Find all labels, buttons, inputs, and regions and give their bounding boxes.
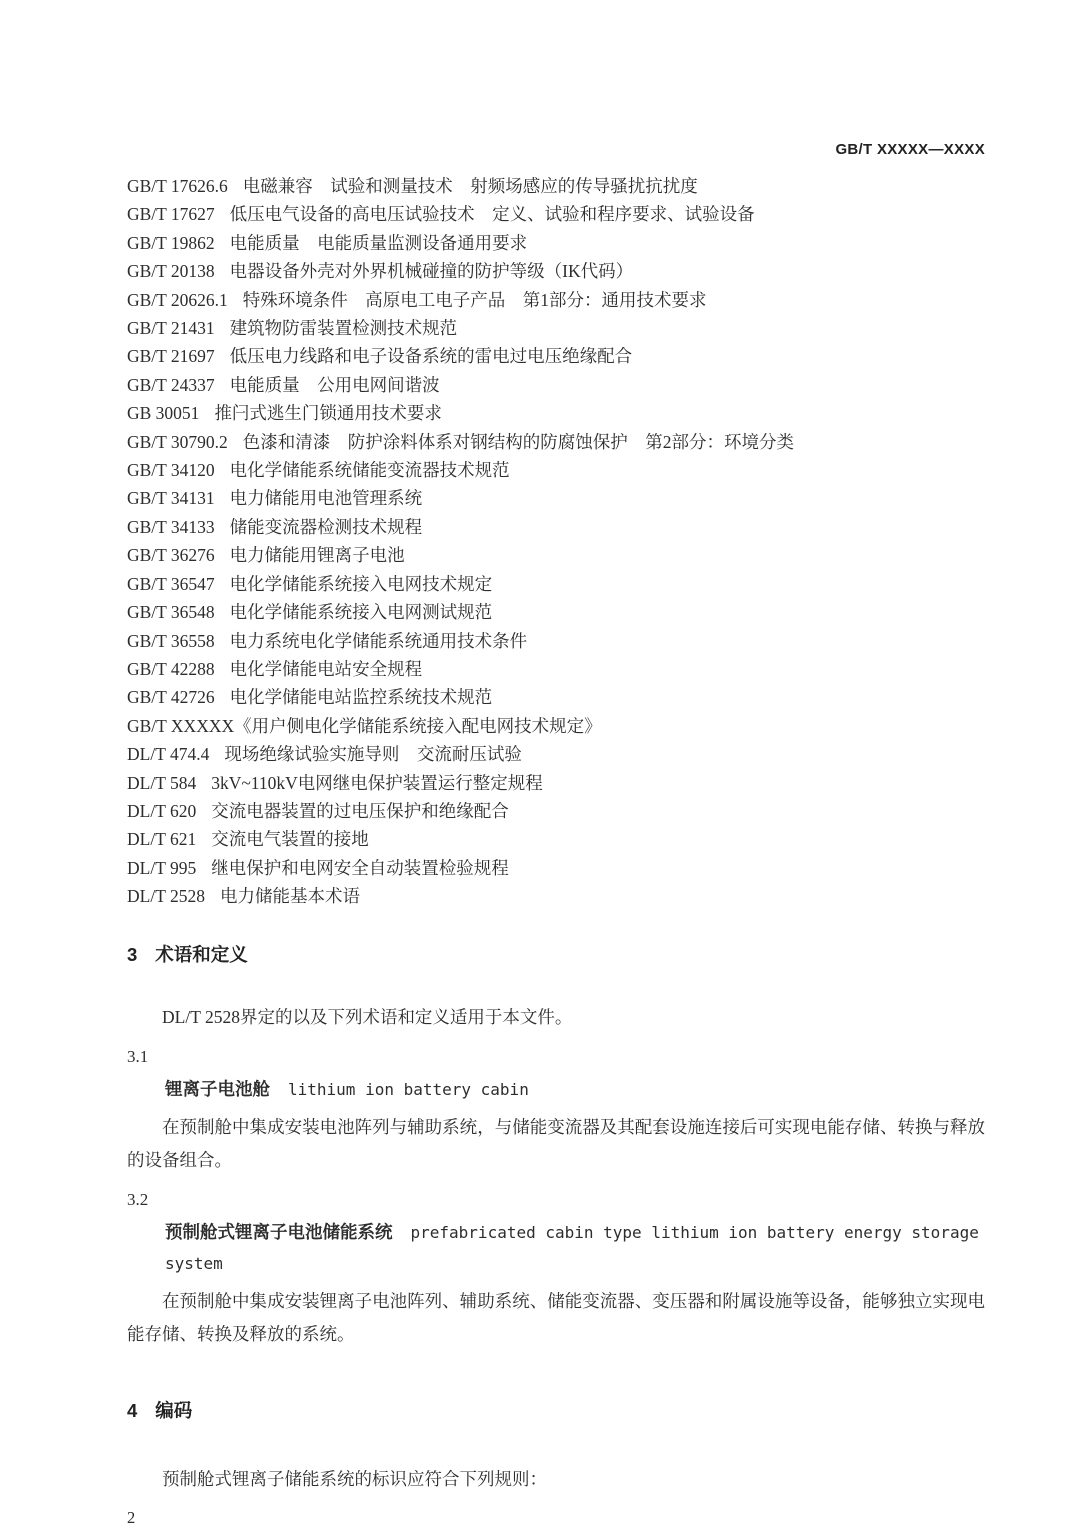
reference-title: 储能变流器检测技术规程 xyxy=(229,516,423,537)
reference-title: 色漆和清漆 防护涂料体系对钢结构的防腐蚀保护 第2部分：环境分类 xyxy=(242,431,795,452)
reference-title: 电化学储能系统接入电网技术规定 xyxy=(229,573,493,594)
term-definition: 在预制舱中集成安装电池阵列与辅助系统，与储能变流器及其配套设施连接后可实现电能存储、转换与释放的设备组合。 xyxy=(127,1116,985,1170)
reference-title: 电力系统电化学储能系统通用技术条件 xyxy=(229,630,528,651)
reference-title: 交流电器装置的过电压保护和绝缘配合 xyxy=(211,800,509,821)
reference-code: DL/T 2528 xyxy=(127,886,205,907)
section-heading-terms xyxy=(127,941,985,967)
reference-code: GB/T 21697 xyxy=(127,346,215,367)
reference-item xyxy=(127,627,985,655)
reference-title: 继电保护和电网安全自动装置检验规程 xyxy=(211,857,509,878)
reference-code: DL/T 621 xyxy=(127,829,197,850)
term-zh: 预制舱式锂离子电池储能系统 xyxy=(165,1221,393,1242)
reference-title: 电力储能用电池管理系统 xyxy=(229,488,423,509)
reference-title: 电化学储能电站监控系统技术规范 xyxy=(229,687,493,708)
reference-code: GB/T 20626.1 xyxy=(127,289,228,310)
reference-code: GB/T 30790.2 xyxy=(127,431,228,452)
reference-title: 低压电力线路和电子设备系统的雷电过电压绝缘配合 xyxy=(229,346,633,367)
term-entry-title xyxy=(165,1217,985,1279)
reference-code: GB/T 34131 xyxy=(127,488,215,509)
section-number: 4 xyxy=(127,1399,138,1421)
reference-code: GB/T 36547 xyxy=(127,573,215,594)
reference-item xyxy=(127,541,985,569)
term-definition: 在预制舱中集成安装锂离子电池阵列、辅助系统、储能变流器、变压器和附属设施等设备，能够独立实现电能存储、转换及释放的系统。 xyxy=(127,1290,985,1344)
section-heading-coding xyxy=(127,1397,985,1423)
reference-title: 交流电气装置的接地 xyxy=(211,829,369,850)
reference-item xyxy=(127,399,985,427)
reference-code: GB/T 42726 xyxy=(127,687,215,708)
reference-code: GB/T 24337 xyxy=(127,374,215,395)
reference-item xyxy=(127,882,985,910)
reference-code: GB/T 20138 xyxy=(127,261,215,282)
reference-item xyxy=(127,683,985,711)
page-number: 2 xyxy=(127,1507,136,1527)
term-en: prefabricated cabin type lithium ion battery energy storage system xyxy=(165,1222,979,1273)
reference-item xyxy=(127,172,985,200)
reference-code: GB/T XXXXX xyxy=(127,715,235,736)
reference-item xyxy=(127,229,985,257)
reference-code: DL/T 474.4 xyxy=(127,744,210,765)
terms-intro-paragraph: DL/T 2528界定的以及下列术语和定义适用于本文件。 xyxy=(162,1006,573,1027)
reference-item xyxy=(127,712,985,740)
reference-title: 电力储能基本术语 xyxy=(219,886,360,907)
reference-title: 特殊环境条件 高原电工电子产品 第1部分：通用技术要求 xyxy=(242,289,707,310)
normative-references-list xyxy=(127,172,985,911)
reference-item xyxy=(127,314,985,342)
coding-intro-paragraph: 预制舱式锂离子储能系统的标识应符合下列规则： xyxy=(162,1468,547,1489)
reference-code: GB/T 21431 xyxy=(127,318,215,339)
term-entry-number: 3.2 xyxy=(127,1189,149,1209)
reference-item xyxy=(127,257,985,285)
reference-item xyxy=(127,456,985,484)
reference-code: GB 30051 xyxy=(127,403,200,424)
reference-title: 电力储能用锂离子电池 xyxy=(229,545,405,566)
reference-code: GB/T 36548 xyxy=(127,602,215,623)
reference-code: GB/T 34120 xyxy=(127,460,215,481)
reference-code: GB/T 36276 xyxy=(127,545,215,566)
reference-title: 电磁兼容 试验和测量技术 射频场感应的传导骚扰抗扰度 xyxy=(242,176,698,196)
reference-code: GB/T 36558 xyxy=(127,630,215,651)
reference-item xyxy=(127,342,985,370)
reference-code: GB/T 42288 xyxy=(127,658,215,679)
reference-title: 3kV~110kV电网继电保护装置运行整定规程 xyxy=(211,772,543,793)
reference-item xyxy=(127,570,985,598)
reference-item xyxy=(127,769,985,797)
reference-title: 电能质量 电能质量监测设备通用要求 xyxy=(229,232,528,253)
reference-item xyxy=(127,854,985,882)
reference-item xyxy=(127,740,985,768)
reference-item xyxy=(127,371,985,399)
reference-item xyxy=(127,598,985,626)
reference-item xyxy=(127,655,985,683)
reference-title: 电器设备外壳对外界机械碰撞的防护等级（IK代码） xyxy=(229,261,634,282)
term-entry-number: 3.1 xyxy=(127,1046,149,1066)
reference-item xyxy=(127,484,985,512)
reference-code: DL/T 620 xyxy=(127,800,197,821)
reference-title: 建筑物防雷装置检测技术规范 xyxy=(229,318,458,339)
reference-title: 电能质量 公用电网间谐波 xyxy=(229,374,440,395)
reference-title: 电化学储能电站安全规程 xyxy=(229,658,423,679)
section-title: 编码 xyxy=(155,1399,193,1421)
reference-code: GB/T 19862 xyxy=(127,232,215,253)
reference-title: 电化学储能系统接入电网测试规范 xyxy=(229,602,493,623)
reference-title: 电化学储能系统储能变流器技术规范 xyxy=(229,460,510,481)
term-en: lithium ion battery cabin xyxy=(288,1079,529,1099)
section-title: 术语和定义 xyxy=(155,943,248,965)
reference-item xyxy=(127,825,985,853)
reference-title: 推闩式逃生门锁通用技术要求 xyxy=(214,403,442,424)
doc-code-header: GB/T XXXXX—XXXX xyxy=(835,141,985,158)
reference-code: DL/T 995 xyxy=(127,857,197,878)
reference-item xyxy=(127,428,985,456)
reference-item xyxy=(127,797,985,825)
reference-title: 《用户侧电化学储能系统接入配电网技术规定》 xyxy=(234,715,602,736)
term-entry-title xyxy=(165,1074,985,1105)
reference-item xyxy=(127,286,985,314)
reference-code: GB/T 17627 xyxy=(127,204,215,225)
reference-item xyxy=(127,513,985,541)
section-number: 3 xyxy=(127,943,138,965)
reference-code: DL/T 584 xyxy=(127,772,197,793)
reference-code: GB/T 34133 xyxy=(127,516,215,537)
reference-title: 现场绝缘试验实施导则 交流耐压试验 xyxy=(224,744,522,765)
reference-title: 低压电气设备的高电压试验技术 定义、试验和程序要求、试验设备 xyxy=(229,204,755,225)
term-zh: 锂离子电池舱 xyxy=(165,1078,270,1099)
reference-code: GB/T 17626.6 xyxy=(127,176,228,196)
reference-item xyxy=(127,200,985,228)
